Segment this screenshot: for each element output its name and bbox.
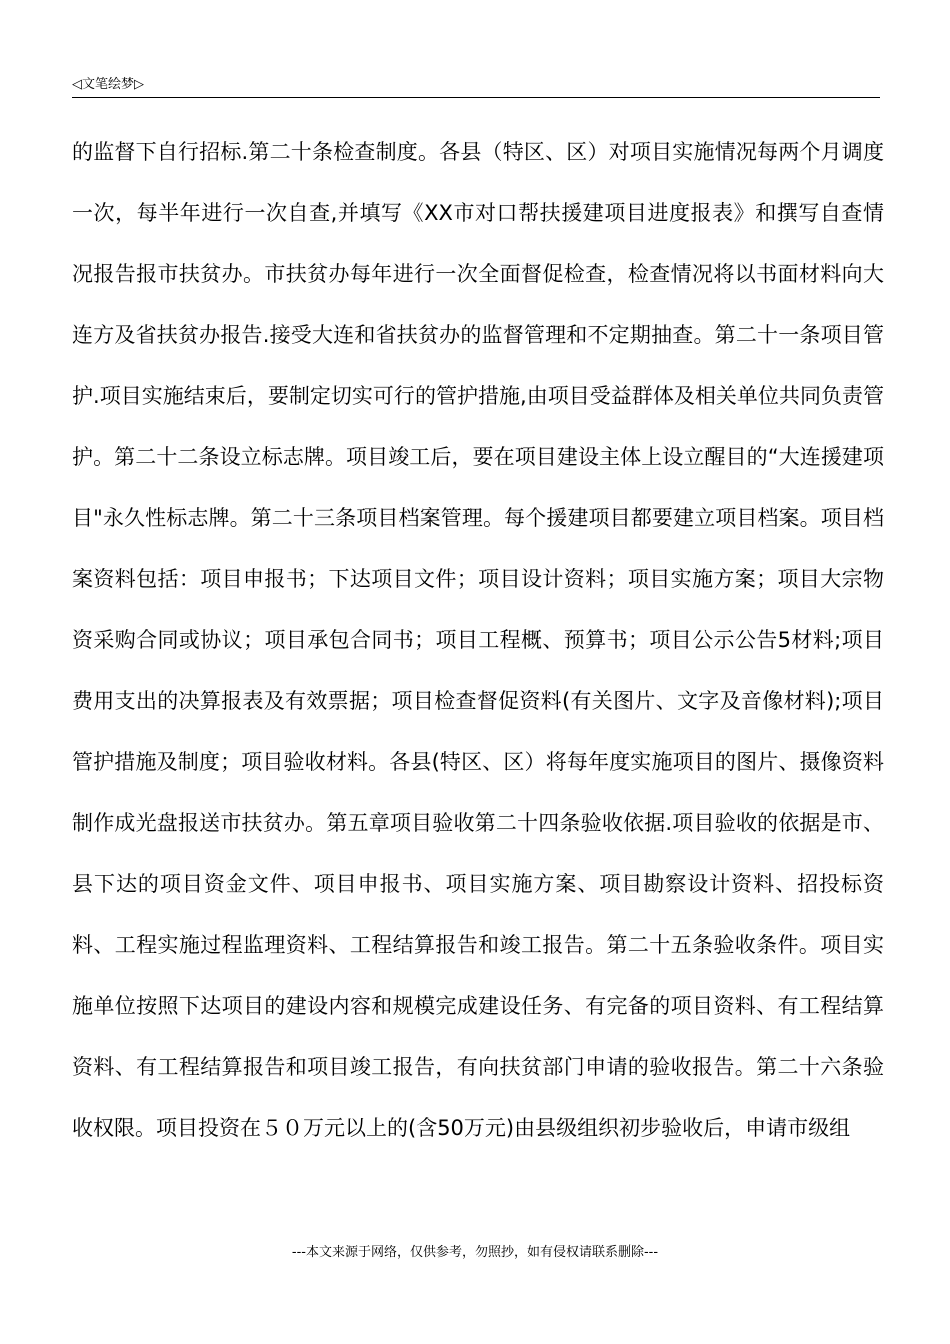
footer-notice: ---本文来源于网络，仅供参考，勿照抄，如有侵权请联系删除--- bbox=[291, 1245, 659, 1260]
page-header bbox=[72, 74, 880, 98]
body-paragraph: 的监督下自行招标.第二十条检查制度。各县（特区、区）对项目实施情况每两个月调度一次，每半年进行一次自查,并填写《XX市对口帮扶援建项目进度报表》和撰写自查情况报告报市扶贫办。市扶贫办每年进行一次全面督促检查，检查情况将以书面材料向大连方及省扶贫办报告.接受大连和省扶贫办的监督管理和不定期抽查。第二十一条项目管护.项目实施结束后，要制定切实可行的管护措施,由项目受益群体及相关单位共同负责管护。第二十二条设立标志牌。项目竣工后，要在项目建设主体上设立醒目的“大连援建项目"永久性标志牌。第二十三条项目档案管理。每个援建项目都要建立项目档案。项目档案资料包括：项目申报书；下达项目文件；项目设计资料；项目实施方案；项目大宗物资采购合同或协议；项目承包合同书；项目工程概、预算书；项目公示公告5材料;项目费用支出的决算报表及有效票据；项目检查督促资料(有关图片、文字及音像材料);项目管护措施及制度；项目验收材料。各县(特区、区）将每年度实施项目的图片、摄像资料制作成光盘报送市扶贫办。第五章项目验收第二十四条验收依据.项目验收的依据是市、县下达的项目资金文件、项目申报书、项目实施方案、项目勘察设计资料、招投标资料、工程实施过程监理资料、工程结算报告和竣工报告。第二十五条验收条件。项目实施单位按照下达项目的建设内容和规模完成建设任务、有完备的项目资料、有工程结算资料、有工程结算报告和项目竣工报告，有向扶贫部门申请的验收报告。第二十六条验收权限。项目投资在５０万元以上的(含50万元)由县级组织初步验收后，申请市级组 bbox=[72, 140, 884, 1140]
header-logo-text: ◁文笔绘梦▷ bbox=[72, 77, 144, 92]
